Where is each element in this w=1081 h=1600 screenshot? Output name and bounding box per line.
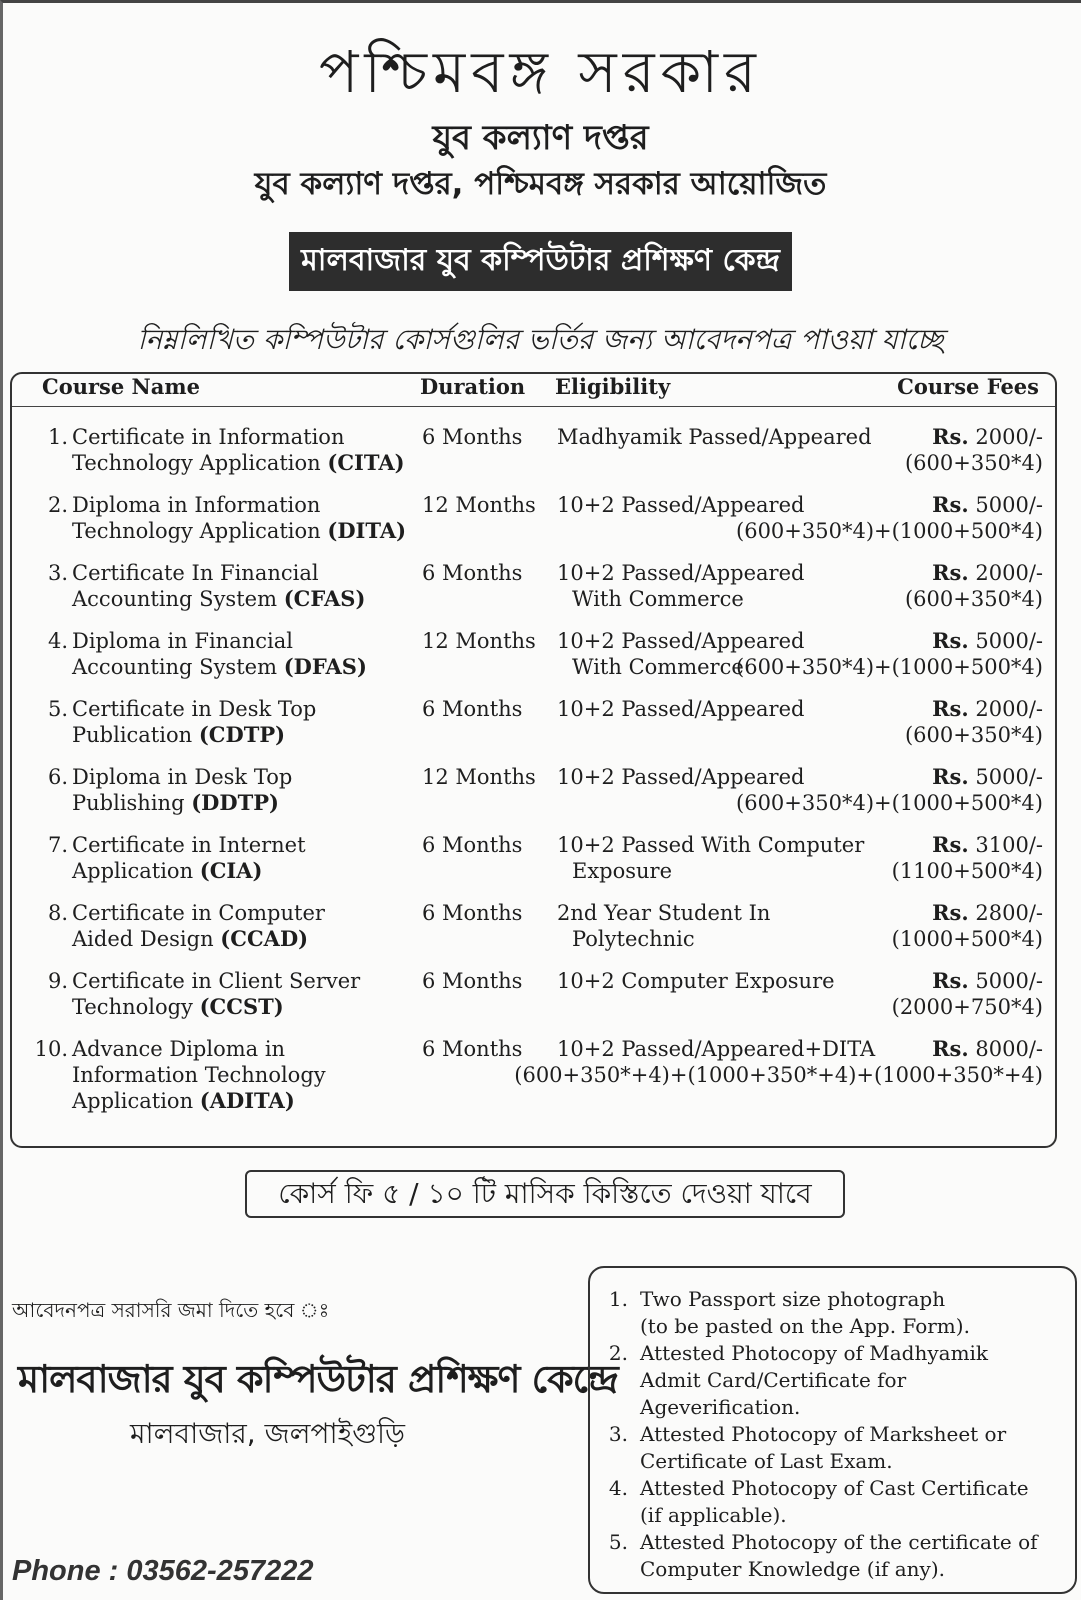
- header-eligibility: Eligibility: [555, 374, 671, 399]
- eligibility-line2: Polytechnic: [572, 927, 695, 951]
- centre-banner-wrap: [0, 232, 1081, 291]
- eligibility-line1: 10+2 Passed/Appeared: [557, 629, 805, 653]
- submit-note: আবেদনপত্র সরাসরি জমা দিতে হবে ঃ: [12, 1298, 330, 1322]
- course-fee: [905, 696, 1043, 748]
- course-number: 1.: [47, 425, 68, 449]
- course-name: [72, 832, 306, 884]
- course-name-line2: Technology: [72, 995, 193, 1019]
- fee-breakup: (600+350*4)+(1000+500*4): [736, 791, 1043, 815]
- rs-label: Rs.: [932, 968, 969, 993]
- course-duration: 12 Months: [422, 493, 536, 517]
- fee-amount: 2000/-: [975, 561, 1043, 585]
- course-eligibility: [557, 424, 872, 450]
- installment-note: কোর্স ফি ৫ / ১০ টি মাসিক কিস্তিতে দেওয়া যাবে: [245, 1170, 845, 1218]
- document-line1: Attested Photocopy of Cast Certificate: [640, 1476, 1029, 1500]
- course-number: 9.: [47, 969, 68, 993]
- fee-breakup: (1100+500*4): [891, 859, 1043, 883]
- course-eligibility: [557, 696, 804, 722]
- fee-amount: 2000/-: [975, 697, 1043, 721]
- rs-label: Rs.: [932, 764, 969, 789]
- department-title: যুব কল্যাণ দপ্তর: [432, 118, 649, 158]
- rs-label: Rs.: [932, 560, 969, 585]
- course-name: [72, 900, 325, 952]
- government-title: পশ্চিমবঙ্গ সরকার: [319, 38, 762, 106]
- course-eligibility: [557, 968, 835, 994]
- fee-breakup: (600+350*+4)+(1000+350*+4)+(1000+350*+4): [514, 1063, 1043, 1087]
- eligibility-line1: Madhyamik Passed/Appeared: [557, 425, 872, 449]
- course-fee: [905, 424, 1043, 476]
- course-abbr: (CITA): [327, 450, 405, 475]
- document-number: 3.: [608, 1422, 628, 1446]
- document-line1: Two Passport size photograph: [640, 1287, 946, 1311]
- course-duration: 12 Months: [422, 765, 536, 789]
- document-number: 2.: [608, 1341, 628, 1365]
- course-name: [72, 560, 365, 612]
- course-name-line1: Diploma in Information: [72, 493, 321, 517]
- eligibility-line1: 10+2 Passed With Computer: [557, 833, 865, 857]
- course-eligibility: [557, 900, 770, 952]
- course-fee: [736, 764, 1043, 816]
- organised-by-line: যুব কল্যাণ দপ্তর, পশ্চিমবঙ্গ সরকার আয়োজিত: [254, 166, 827, 202]
- centre-banner: মালবাজার যুব কম্পিউটার প্রশিক্ষণ কেন্দ্র: [289, 232, 792, 291]
- course-number: 6.: [47, 765, 68, 789]
- course-name-line2: Technology Application: [72, 519, 321, 543]
- course-fee: [892, 968, 1043, 1020]
- course-name-line1: Diploma in Financial: [72, 629, 293, 653]
- course-duration: 6 Months: [422, 425, 523, 449]
- course-fee: [892, 832, 1043, 884]
- fee-amount: 3100/-: [975, 833, 1043, 857]
- course-name-line3: Application: [72, 1089, 194, 1113]
- course-number: 5.: [47, 697, 68, 721]
- fee-breakup: (1000+500*4): [891, 927, 1043, 951]
- course-eligibility: [557, 1036, 875, 1062]
- document-number: 4.: [608, 1476, 628, 1500]
- course-name-line2: Accounting System: [72, 587, 277, 611]
- eligibility-line1: 10+2 Passed/Appeared: [557, 765, 805, 789]
- course-name-line2: Aided Design: [72, 927, 214, 951]
- eligibility-line1: 10+2 Passed/Appeared: [557, 493, 805, 517]
- eligibility-line2: With Commerce: [572, 587, 744, 611]
- course-fee: [892, 900, 1043, 952]
- document-number: 5.: [608, 1530, 628, 1554]
- fee-breakup: (600+350*4)+(1000+500*4): [736, 655, 1043, 679]
- course-eligibility: [557, 832, 864, 884]
- course-abbr: (DFAS): [283, 654, 367, 679]
- course-fee: [736, 492, 1043, 544]
- document-line2: (to be pasted on the App. Form).: [640, 1314, 970, 1338]
- rs-label: Rs.: [932, 696, 969, 721]
- course-name-line2: Publishing: [72, 791, 185, 815]
- header-course-fees: Course Fees: [897, 374, 1039, 399]
- course-duration: 6 Months: [422, 561, 523, 585]
- course-duration: 12 Months: [422, 629, 536, 653]
- document-line1: Attested Photocopy of Marksheet or: [640, 1422, 1007, 1446]
- fee-breakup: (600+350*4): [904, 723, 1043, 747]
- fee-amount: 8000/-: [975, 1037, 1043, 1061]
- fee-breakup: (600+350*4): [904, 451, 1043, 475]
- required-documents-box: [588, 1266, 1077, 1594]
- fee-amount: 5000/-: [975, 969, 1043, 993]
- document-item: [600, 1340, 1067, 1421]
- document-line2: (if applicable).: [640, 1503, 787, 1527]
- course-name-line2: Accounting System: [72, 655, 277, 679]
- rs-label: Rs.: [932, 628, 969, 653]
- document-line2: Certificate of Last Exam.: [640, 1449, 893, 1473]
- course-name-line2: Technology Application: [72, 451, 321, 475]
- course-number: 8.: [47, 901, 68, 925]
- course-duration: 6 Months: [422, 697, 523, 721]
- rs-label: Rs.: [932, 832, 969, 857]
- document-line2: Admit Card/Certificate for Ageverification.: [640, 1368, 907, 1419]
- course-fee: [932, 1036, 1043, 1062]
- fee-breakup: (600+350*4)+(1000+500*4): [736, 519, 1043, 543]
- admission-notice: নিম্নলিখিত কম্পিউটার কোর্সগুলির ভর্তির জন্য আবেদনপত্র পাওয়া যাচ্ছে: [137, 323, 944, 356]
- course-number: 2.: [47, 493, 68, 517]
- course-name-line1: Certificate in Computer: [72, 901, 325, 925]
- header-course-name: Course Name: [42, 374, 200, 399]
- course-number: 7.: [47, 833, 68, 857]
- course-name: [72, 968, 360, 1020]
- course-name-line1: Certificate in Internet: [72, 833, 306, 857]
- course-name-line1: Diploma in Desk Top: [72, 765, 293, 789]
- course-abbr: (CCST): [199, 994, 284, 1019]
- course-abbr: (CDTP): [198, 722, 286, 747]
- course-name: [72, 424, 405, 476]
- fee-amount: 5000/-: [975, 765, 1043, 789]
- document-item: [600, 1475, 1067, 1529]
- fee-amount: 2800/-: [975, 901, 1043, 925]
- rs-label: Rs.: [932, 1036, 969, 1061]
- course-abbr: (CFAS): [283, 586, 366, 611]
- document-item: [600, 1529, 1067, 1583]
- eligibility-line2: Exposure: [572, 859, 673, 883]
- course-abbr: (DITA): [327, 518, 407, 543]
- course-name-line2: Publication: [72, 723, 193, 747]
- rs-label: Rs.: [932, 900, 969, 925]
- course-duration: 6 Months: [422, 1037, 523, 1061]
- header-divider: [12, 406, 1055, 407]
- course-table: [10, 372, 1057, 1148]
- fee-amount: 5000/-: [975, 493, 1043, 517]
- centre-place: মালবাজার, জলপাইগুড়ি: [130, 1417, 406, 1450]
- rs-label: Rs.: [932, 424, 969, 449]
- course-abbr: (DDTP): [191, 790, 279, 815]
- eligibility-line1: 10+2 Passed/Appeared+DITA: [557, 1037, 876, 1061]
- course-fee: [736, 628, 1043, 680]
- course-name: [72, 1036, 326, 1114]
- course-name: [72, 492, 406, 544]
- document-item: [600, 1421, 1067, 1475]
- fee-breakup: (600+350*4): [904, 587, 1043, 611]
- rs-label: Rs.: [932, 492, 969, 517]
- eligibility-line1: 10+2 Passed/Appeared: [557, 561, 805, 585]
- document-item: [600, 1286, 1067, 1340]
- fee-breakup: (2000+750*4): [891, 995, 1043, 1019]
- course-name-line2: Application: [72, 859, 194, 883]
- course-duration: 6 Months: [422, 969, 523, 993]
- course-name: [72, 764, 292, 816]
- fee-amount: 5000/-: [975, 629, 1043, 653]
- course-number: 4.: [47, 629, 68, 653]
- header-duration: Duration: [420, 374, 526, 399]
- document-number: 1.: [608, 1287, 628, 1311]
- course-name: [72, 696, 316, 748]
- course-name-line1: Certificate In Financial: [72, 561, 319, 585]
- course-number: 10.: [34, 1037, 68, 1061]
- phone-number: Phone : 03562-257222: [12, 1555, 314, 1587]
- document-line1: Attested Photocopy of the certificate of: [640, 1530, 1038, 1554]
- course-name-line1: Certificate in Client Server: [72, 969, 361, 993]
- course-duration: 6 Months: [422, 901, 523, 925]
- course-eligibility: [557, 560, 804, 612]
- eligibility-line2: With Commerce: [572, 655, 744, 679]
- eligibility-line1: 10+2 Computer Exposure: [557, 969, 835, 993]
- course-duration: 6 Months: [422, 833, 523, 857]
- course-name-line1: Certificate in Information: [72, 425, 345, 449]
- course-abbr: (CIA): [199, 858, 263, 883]
- centre-name: মালবাজার যুব কম্পিউটার প্রশিক্ষণ কেন্দ্রে: [18, 1357, 618, 1401]
- fee-amount: 2000/-: [975, 425, 1043, 449]
- document-line2: Computer Knowledge (if any).: [640, 1557, 946, 1581]
- course-abbr: (CCAD): [220, 926, 309, 951]
- course-fee: [905, 560, 1043, 612]
- course-name-line2: Information Technology: [72, 1063, 326, 1087]
- course-abbr: (ADITA): [199, 1088, 295, 1113]
- eligibility-line1: 2nd Year Student In: [557, 901, 771, 925]
- course-name: [72, 628, 367, 680]
- course-name-line1: Certificate in Desk Top: [72, 697, 317, 721]
- course-number: 3.: [47, 561, 68, 585]
- course-name-line1: Advance Diploma in: [72, 1037, 286, 1061]
- document-line1: Attested Photocopy of Madhyamik: [640, 1341, 989, 1365]
- eligibility-line1: 10+2 Passed/Appeared: [557, 697, 805, 721]
